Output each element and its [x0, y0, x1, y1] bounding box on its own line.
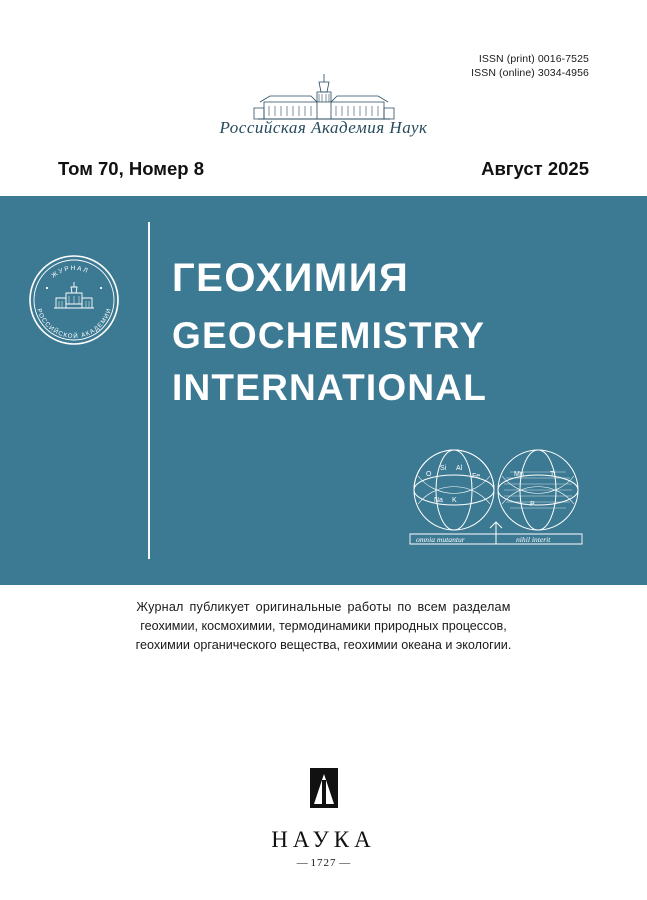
svg-text:K: K — [452, 497, 457, 504]
academy-name: Российская Академия Наук — [219, 118, 428, 137]
svg-text:P: P — [530, 501, 535, 508]
globes-logo-icon — [404, 446, 588, 554]
publisher-year: — 1727 — — [296, 857, 351, 869]
globe-motto-left: omnia mutantur — [416, 535, 465, 544]
journal-title-en-line1: GEOCHEMISTRY — [172, 315, 486, 356]
svg-text:Al: Al — [456, 465, 463, 472]
issn-print: ISSN (print) 0016-7525 — [478, 53, 589, 65]
svg-text:ЖУРНАЛ — [50, 265, 90, 280]
svg-text:Fe: Fe — [472, 473, 481, 480]
description-line-3: геохимии органического вещества, геохимии океана и экологии. — [135, 638, 512, 652]
journal-title-ru: ГЕОХИМИЯ — [172, 256, 410, 300]
journal-title-en-line2: INTERNATIONAL — [172, 367, 487, 408]
journal-description — [0, 598, 647, 655]
seal-text-top: ЖУРНАЛ — [50, 264, 91, 280]
svg-text:O: O — [426, 471, 432, 478]
svg-text:Ti: Ti — [550, 471, 556, 478]
issn-online: ISSN (online) 3034-4956 — [471, 67, 589, 79]
svg-text:Si: Si — [440, 465, 447, 472]
issue-date: Август 2025 — [481, 158, 589, 179]
publisher-name: НАУКА — [271, 827, 376, 852]
volume-line — [58, 158, 589, 180]
journal-title-en — [172, 310, 487, 414]
journal-seal-icon — [22, 248, 126, 352]
svg-text:Mn: Mn — [514, 471, 524, 478]
publisher-block — [0, 766, 647, 869]
description-line-1: Журнал публикует оригинальные работы по всем разделам — [136, 600, 511, 614]
seal-text-bottom: РОССИЙСКОЙ АКАДЕМИИ — [35, 306, 114, 341]
globe-motto-right: nihil interit — [516, 535, 551, 544]
svg-text:Na: Na — [434, 497, 443, 504]
nauka-logo-icon — [301, 766, 347, 814]
description-line-2: геохимии, космохимии, термодинамики природных процессов, — [140, 619, 507, 633]
volume-issue: Том 70, Номер 8 — [58, 158, 204, 179]
vertical-divider — [148, 222, 150, 559]
